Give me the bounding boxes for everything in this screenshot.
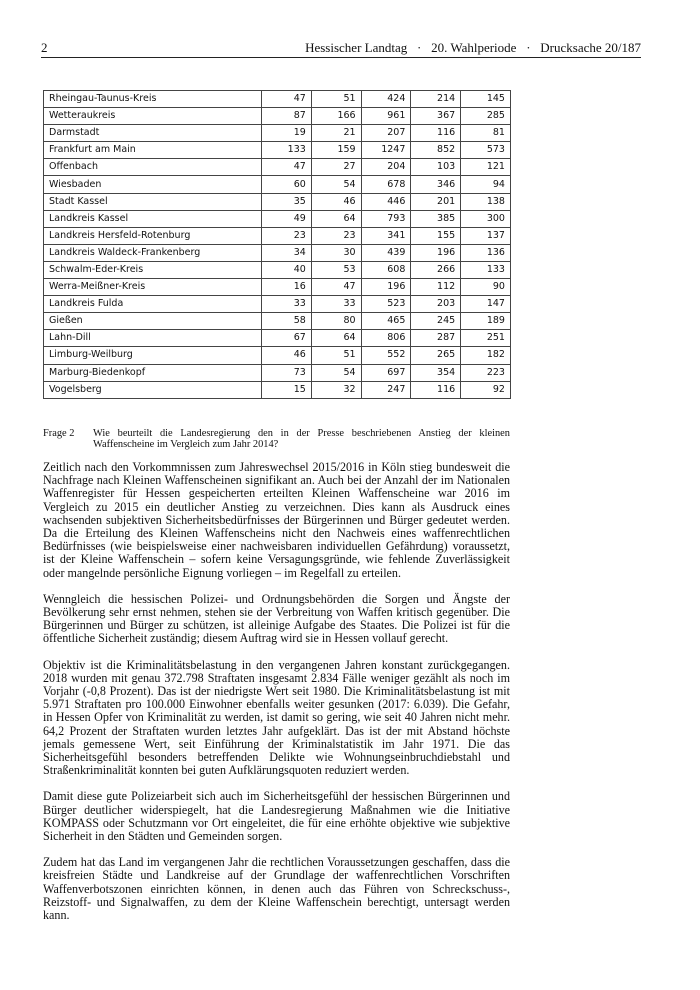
count-cell: 54 xyxy=(311,176,361,193)
region-cell: Offenbach xyxy=(44,159,262,176)
count-cell: 138 xyxy=(461,193,511,210)
table-row xyxy=(44,108,511,125)
table-row xyxy=(44,125,511,142)
count-cell: 112 xyxy=(411,279,461,296)
count-cell: 34 xyxy=(262,244,312,261)
count-cell: 251 xyxy=(461,330,511,347)
count-cell: 23 xyxy=(262,227,312,244)
count-cell: 446 xyxy=(361,193,411,210)
count-cell: 203 xyxy=(411,296,461,313)
table-row xyxy=(44,330,511,347)
count-cell: 30 xyxy=(311,244,361,261)
count-cell: 159 xyxy=(311,142,361,159)
table-row xyxy=(44,244,511,261)
count-cell: 266 xyxy=(411,261,461,278)
count-cell: 133 xyxy=(262,142,312,159)
count-cell: 961 xyxy=(361,108,411,125)
region-cell: Schwalm-Eder-Kreis xyxy=(44,261,262,278)
count-cell: 47 xyxy=(262,91,312,108)
count-cell: 81 xyxy=(461,125,511,142)
header-title: Hessischer Landtag · 20. Wahlperiode · Drucksache 20/187 xyxy=(305,40,641,55)
count-cell: 608 xyxy=(361,261,411,278)
answer-text xyxy=(43,461,510,935)
table-row xyxy=(44,159,511,176)
count-cell: 367 xyxy=(411,108,461,125)
region-cell: Vogelsberg xyxy=(44,381,262,398)
count-cell: 207 xyxy=(361,125,411,142)
count-cell: 201 xyxy=(411,193,461,210)
count-cell: 806 xyxy=(361,330,411,347)
count-cell: 60 xyxy=(262,176,312,193)
count-cell: 49 xyxy=(262,210,312,227)
region-cell: Rheingau-Taunus-Kreis xyxy=(44,91,262,108)
count-cell: 136 xyxy=(461,244,511,261)
count-cell: 40 xyxy=(262,261,312,278)
count-cell: 196 xyxy=(411,244,461,261)
count-cell: 46 xyxy=(262,347,312,364)
header-rule xyxy=(41,57,641,58)
count-cell: 33 xyxy=(311,296,361,313)
region-cell: Landkreis Waldeck-Frankenberg xyxy=(44,244,262,261)
count-cell: 793 xyxy=(361,210,411,227)
page-header xyxy=(41,40,641,60)
count-cell: 155 xyxy=(411,227,461,244)
count-cell: 116 xyxy=(411,125,461,142)
table-row xyxy=(44,176,511,193)
table-row xyxy=(44,279,511,296)
count-cell: 196 xyxy=(361,279,411,296)
count-cell: 21 xyxy=(311,125,361,142)
count-cell: 137 xyxy=(461,227,511,244)
count-cell: 354 xyxy=(411,364,461,381)
count-cell: 47 xyxy=(262,159,312,176)
count-cell: 697 xyxy=(361,364,411,381)
count-cell: 53 xyxy=(311,261,361,278)
count-cell: 166 xyxy=(311,108,361,125)
paragraph: Objektiv ist die Kriminalitätsbelastung in den vergangenen Jahren konstant zurückgegangen. 2018 wurden mit genau 372.798 Straftaten insgesamt 2.834 Fälle weniger gezählt als noch im Vorjahr (-0,8 Prozent). Das ist der niedrigste Wert seit 1980. Die Kriminalitätsbelastung ist mit 5.971 Straftaten pro 100.000 Einwohner ebenfalls weiter gesunken (2017: 6.039). Die Gefahr, in Hessen Opfer von Kriminalität zu werden, ist damit so gering, wie seit 40 Jahren nicht mehr. 64,2 Prozent der Straftaten wurden letztes Jahr aufgeklärt. Das ist der mit Abstand höchste jemals gemessene Wert, seit Einführung der Kriminalstatistik im Jahr 1971. Die das Sicherheitsgefühl besonders betreffenden Delikte wie Wohnungseinbruchdiebstahl und Straßenkriminalität konnten bei guten Aufklärungsquoten reduziert werden. xyxy=(43,657,510,778)
count-cell: 35 xyxy=(262,193,312,210)
count-cell: 51 xyxy=(311,347,361,364)
count-cell: 852 xyxy=(411,142,461,159)
count-cell: 1247 xyxy=(361,142,411,159)
count-cell: 16 xyxy=(262,279,312,296)
table-row xyxy=(44,381,511,398)
table-row xyxy=(44,210,511,227)
count-cell: 523 xyxy=(361,296,411,313)
count-cell: 245 xyxy=(411,313,461,330)
table-row xyxy=(44,227,511,244)
region-cell: Landkreis Hersfeld-Rotenburg xyxy=(44,227,262,244)
count-cell: 87 xyxy=(262,108,312,125)
count-cell: 204 xyxy=(361,159,411,176)
table-row xyxy=(44,296,511,313)
table-row xyxy=(44,261,511,278)
count-cell: 573 xyxy=(461,142,511,159)
region-cell: Wetteraukreis xyxy=(44,108,262,125)
table-row xyxy=(44,193,511,210)
count-cell: 58 xyxy=(262,313,312,330)
paragraph: Damit diese gute Polizeiarbeit sich auch im Sicherheitsgefühl der hessischen Bürgerinnen und Bürger deutlicher widerspiegelt, hat die Landesregierung Maßnahmen wie die Initiative KOMPASS oder Schutzmann vor Ort eingeleitet, die für eine erhöhte objektive wie subjektive Sicherheit in den Städten und Gemeinden sorgen. xyxy=(43,789,510,844)
count-cell: 51 xyxy=(311,91,361,108)
count-cell: 27 xyxy=(311,159,361,176)
count-cell: 116 xyxy=(411,381,461,398)
count-cell: 33 xyxy=(262,296,312,313)
table-row xyxy=(44,364,511,381)
count-cell: 90 xyxy=(461,279,511,296)
count-cell: 147 xyxy=(461,296,511,313)
region-cell: Frankfurt am Main xyxy=(44,142,262,159)
count-cell: 19 xyxy=(262,125,312,142)
table-row xyxy=(44,91,511,108)
count-cell: 23 xyxy=(311,227,361,244)
count-cell: 285 xyxy=(461,108,511,125)
count-cell: 265 xyxy=(411,347,461,364)
count-cell: 133 xyxy=(461,261,511,278)
table-row xyxy=(44,313,511,330)
count-cell: 64 xyxy=(311,210,361,227)
count-cell: 67 xyxy=(262,330,312,347)
count-cell: 287 xyxy=(411,330,461,347)
count-cell: 424 xyxy=(361,91,411,108)
count-cell: 247 xyxy=(361,381,411,398)
count-cell: 92 xyxy=(461,381,511,398)
count-cell: 32 xyxy=(311,381,361,398)
count-cell: 94 xyxy=(461,176,511,193)
count-cell: 223 xyxy=(461,364,511,381)
count-cell: 46 xyxy=(311,193,361,210)
table-row xyxy=(44,347,511,364)
paragraph: Wenngleich die hessischen Polizei- und Ordnungsbehörden die Sorgen und Ängste der Bevölkerung sehr ernst nehmen, stehen sie der Verbreitung von Waffen kritisch gegenüber. Die Bürgerinnen und Bürger zu schützen, ist alleinige Aufgabe des Staates. Die Polizei ist für die öffentliche Sicherheit zuständig; diesem Auftrag wird sie in Hessen vollauf gerecht. xyxy=(43,591,510,646)
count-cell: 73 xyxy=(262,364,312,381)
count-cell: 64 xyxy=(311,330,361,347)
count-cell: 182 xyxy=(461,347,511,364)
region-cell: Darmstadt xyxy=(44,125,262,142)
count-cell: 214 xyxy=(411,91,461,108)
count-cell: 465 xyxy=(361,313,411,330)
table-row xyxy=(44,142,511,159)
count-cell: 346 xyxy=(411,176,461,193)
page-number: 2 xyxy=(41,40,48,55)
count-cell: 80 xyxy=(311,313,361,330)
count-cell: 103 xyxy=(411,159,461,176)
count-cell: 678 xyxy=(361,176,411,193)
region-cell: Limburg-Weilburg xyxy=(44,347,262,364)
count-cell: 54 xyxy=(311,364,361,381)
count-cell: 189 xyxy=(461,313,511,330)
region-cell: Landkreis Kassel xyxy=(44,210,262,227)
region-cell: Marburg-Biedenkopf xyxy=(44,364,262,381)
count-cell: 439 xyxy=(361,244,411,261)
region-cell: Landkreis Fulda xyxy=(44,296,262,313)
paragraph: Zudem hat das Land im vergangenen Jahr die rechtlichen Voraussetzungen geschaffen, dass die kreisfreien Städte und Landkreise auf der Grundlage der waffenrechtlichen Vorschriften Waffenverbotszonen einrichten können, in denen auch das Führen von Schreckschuss-, Reizstoff- und Signalwaffen, zu dem der Kleine Waffenschein berechtigt, untersagt werden kann. xyxy=(43,855,510,923)
region-cell: Stadt Kassel xyxy=(44,193,262,210)
count-cell: 145 xyxy=(461,91,511,108)
question-label: Frage 2 xyxy=(43,428,75,439)
question-text: Wie beurteilt die Landesregierung den in der Presse beschriebenen Anstieg der kleinen Waffenscheine im Vergleich zum Jahr 2014? xyxy=(93,428,510,450)
waffenschein-table xyxy=(43,90,511,399)
count-cell: 341 xyxy=(361,227,411,244)
region-cell: Werra-Meißner-Kreis xyxy=(44,279,262,296)
count-cell: 552 xyxy=(361,347,411,364)
count-cell: 47 xyxy=(311,279,361,296)
count-cell: 15 xyxy=(262,381,312,398)
region-cell: Gießen xyxy=(44,313,262,330)
count-cell: 385 xyxy=(411,210,461,227)
table-body xyxy=(44,91,511,399)
region-cell: Wiesbaden xyxy=(44,176,262,193)
count-cell: 121 xyxy=(461,159,511,176)
region-cell: Lahn-Dill xyxy=(44,330,262,347)
count-cell: 300 xyxy=(461,210,511,227)
paragraph: Zeitlich nach den Vorkommnissen zum Jahreswechsel 2015/2016 in Köln stieg bundesweit die Nachfrage nach Kleinen Waffenscheinen signifikant an. Auch bei der Anzahl der im Nationalen Waffenregister für Hessen gespeicherten erteilten Kleinen Waffenscheine war 2016 im Vergleich zu 2015 ein deutlicher Anstieg zu verzeichnen. Dies kann als Ausdruck eines wachsenden subjektiven Sicherheitsbedürfnisses der Bürgerinnen und Bürger gedeutet werden. Da die Erteilung des Kleinen Waffenscheins nicht den Nachweis eines waffenrechtlichen Bedürfnisses (wie beispielsweise einer nachweisbaren individuellen Gefährdung) voraussetzt, ist der Kleine Waffenschein – sofern keine Versagungsgründe, wie fehlende Zuverlässigkeit oder mangelnde persönliche Eignung vorliegen – im Regelfall zu erteilen. xyxy=(43,460,510,580)
